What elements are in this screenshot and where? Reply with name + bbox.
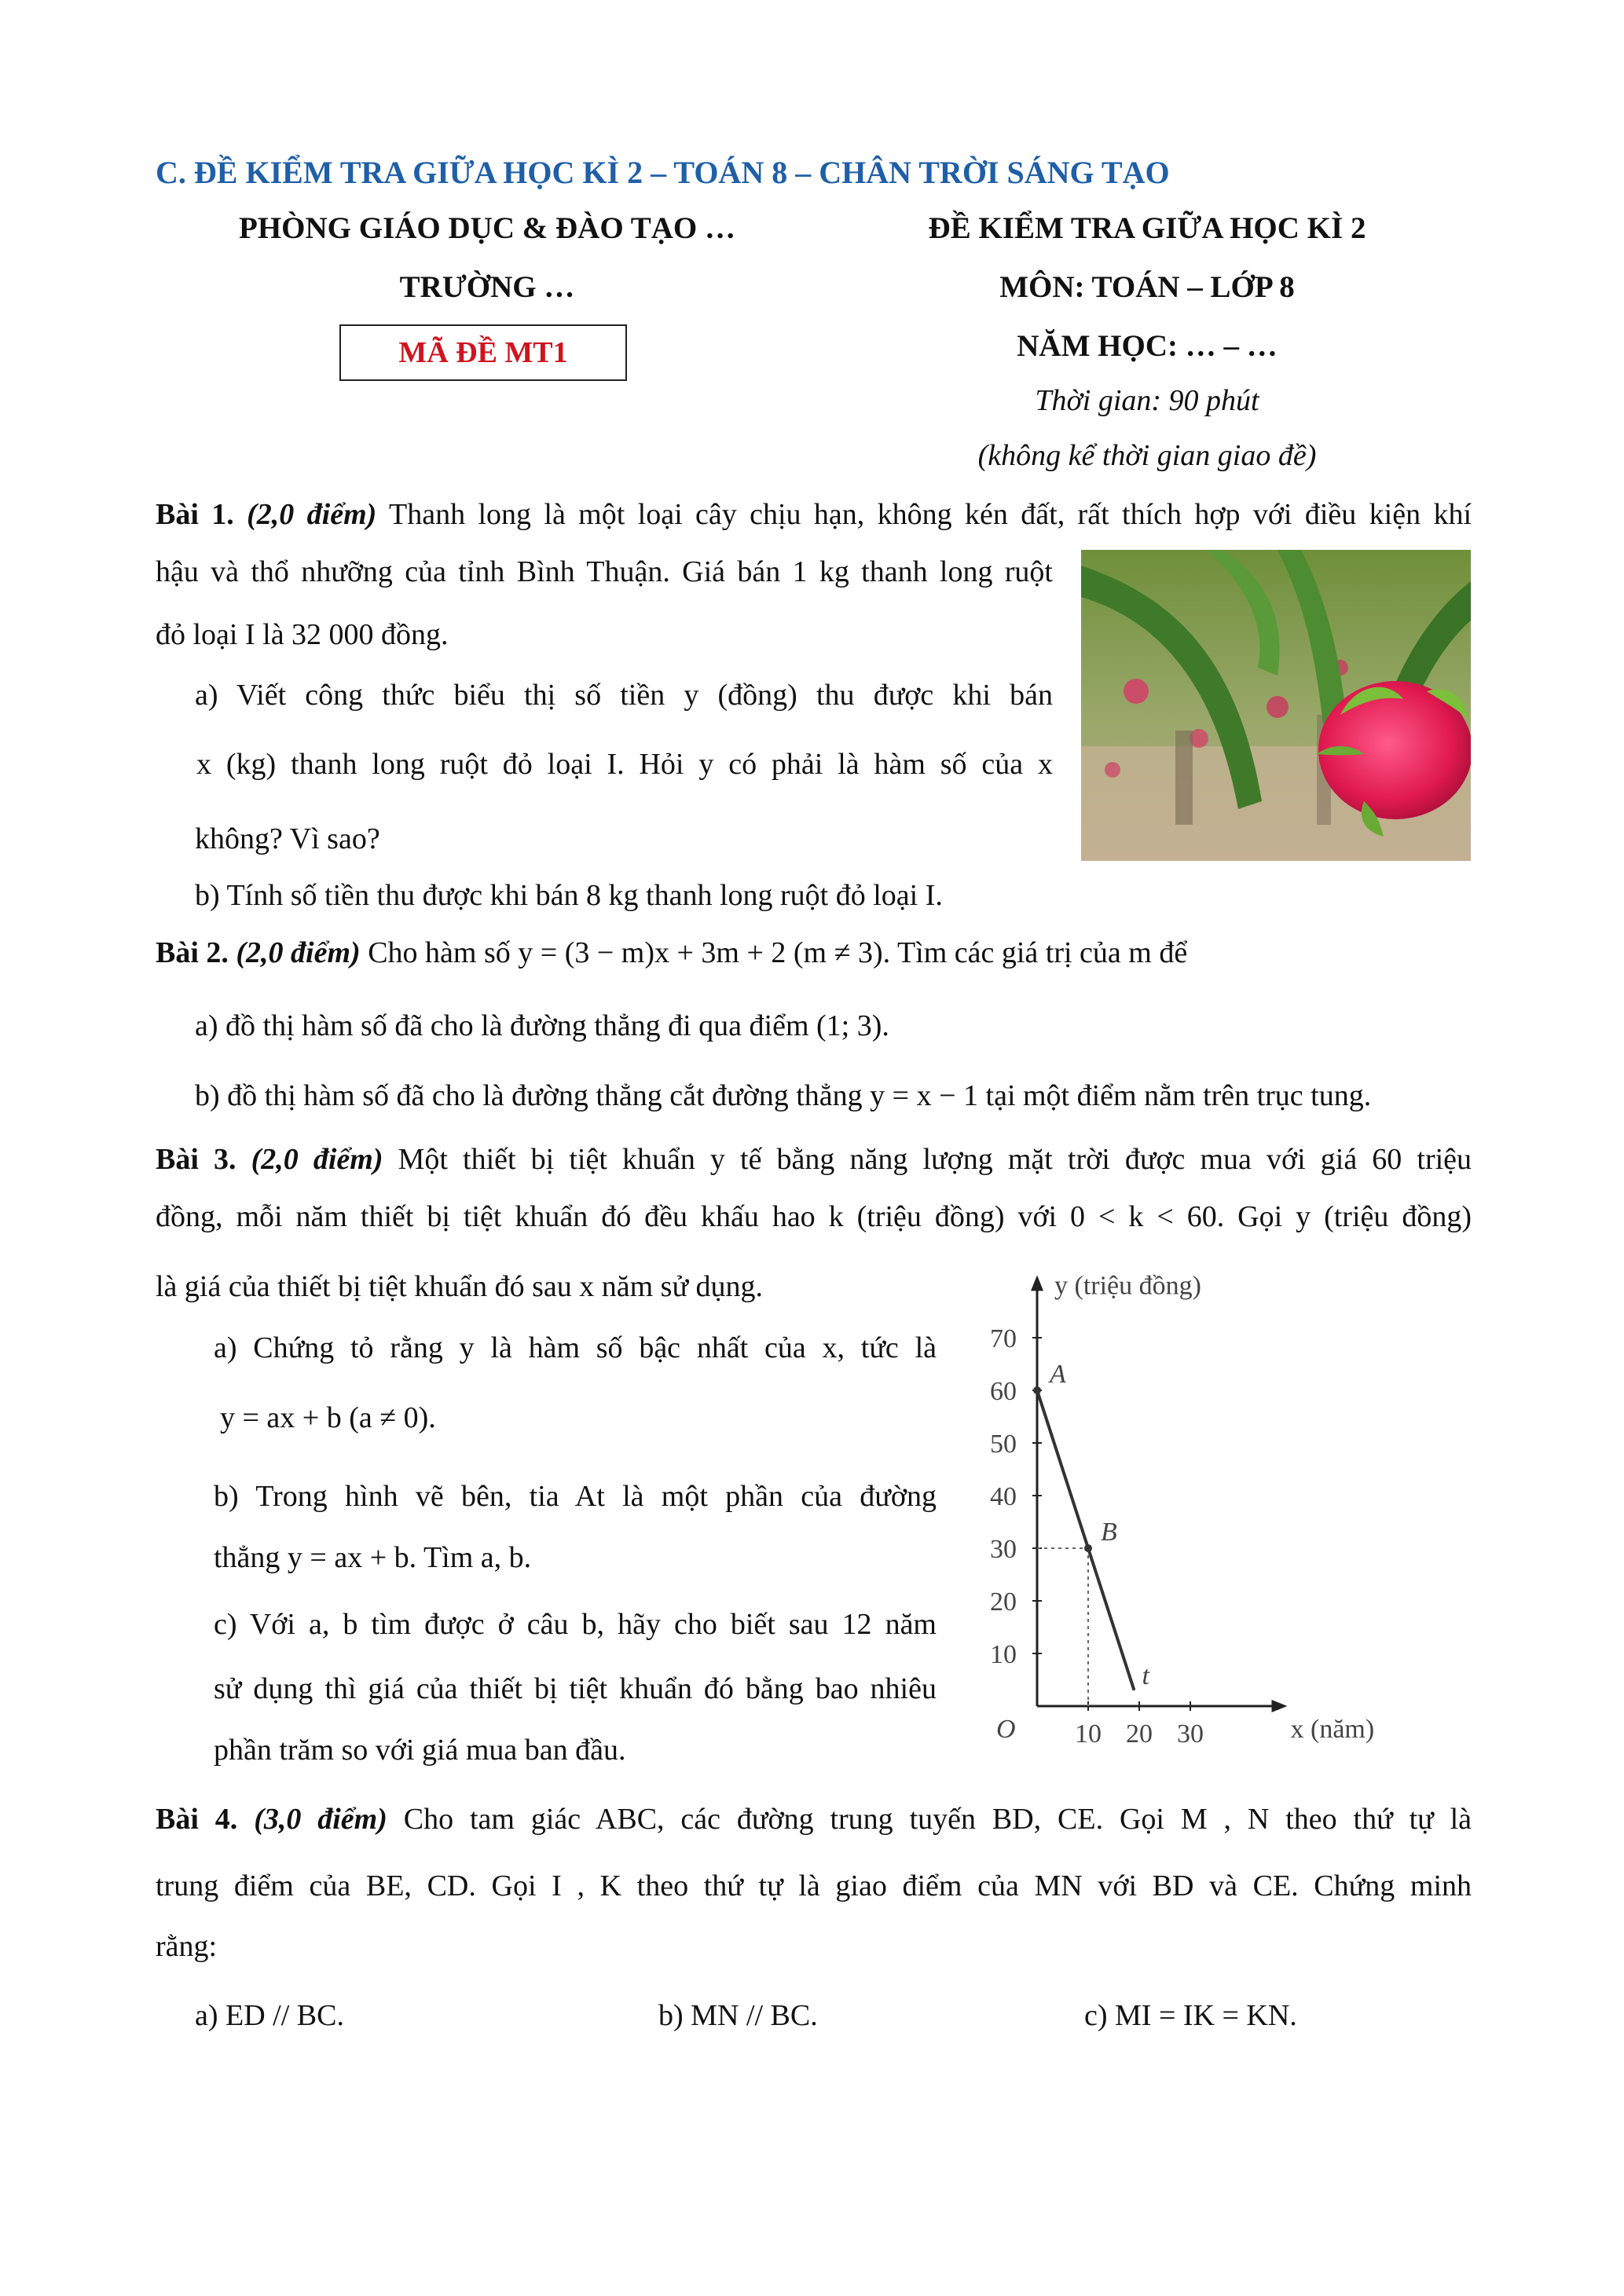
x-tick-label: 10 [1075,1719,1102,1749]
bai4-question-b: b) MN // BC. [658,1999,818,2032]
origin-label: O [996,1715,1016,1744]
bai1-intro-line1 [156,496,1472,534]
exam-code-box: MÃ ĐỀ MT1 [339,324,627,381]
x-tick-label: 30 [1177,1719,1204,1749]
bai2-question-a: a) đồ thị hàm số đã cho là đường thẳng đi qua điểm (1; 3). [195,1009,889,1042]
y-tick-label: 50 [990,1430,1017,1459]
bai4-intro-line1 [156,1801,1472,1839]
bai3-question-b-line2: thẳng y = ax + b. Tìm a, b. [214,1541,532,1574]
bai3-question-c-line1: c) Với a, b tìm được ở câu b, hãy cho biết sau 12 năm [214,1608,937,1641]
bai1-intro-line3: đỏ loại I là 32 000 đồng. [156,618,449,651]
point-label-t: t [1142,1661,1149,1690]
bai1-question-a-line2: x (kg) thanh long ruột đỏ loại I. Hỏi y có phải là hàm số của x [196,748,1053,781]
department-name: PHÒNG GIÁO DỤC & ĐÀO TẠO … [239,211,735,245]
bai4-text: Cho tam giác ABC, các đường trung tuyến BD, CE. Gọi M , N theo thứ tự là [403,1803,1472,1836]
y-axis-label: y (triệu đồng) [1054,1271,1201,1301]
bai3-label: Bài 3. [156,1143,236,1176]
bai1-question-b: b) Tính số tiền thu được khi bán 8 kg thanh long ruột đỏ loại I. [195,879,943,912]
point-A [1033,1386,1041,1394]
exam-time-note: (không kể thời gian giao đề) [977,439,1317,472]
depreciation-graph-svg [966,1257,1469,1767]
exam-time: Thời gian: 90 phút [1035,384,1259,417]
point-B [1084,1544,1092,1552]
y-axis-arrow [1031,1275,1043,1291]
bai2-label: Bài 2. [156,936,229,969]
ray-At [1037,1390,1135,1690]
point-label-A: A [1050,1360,1066,1389]
bai3-points: (2,0 điểm) [251,1143,383,1176]
school-year: NĂM HỌC: … – … [1017,329,1278,363]
point-label-B: B [1101,1518,1117,1547]
bai3-intro-line1 [156,1141,1472,1179]
section-title: C. ĐỀ KIỂM TRA GIỮA HỌC KÌ 2 – TOÁN 8 – CHÂN TRỜI SÁNG TẠO [156,155,1170,190]
school-name: TRƯỜNG … [399,270,575,304]
bai3-text: Một thiết bị tiệt khuẩn y tế bằng năng lượng mặt trời được mua với giá 60 triệu [398,1143,1472,1176]
bai1-question-a-line3: không? Vì sao? [195,822,380,855]
bai1-points: (2,0 điểm) [247,498,377,531]
bai2-text: Cho hàm số y = (3 − m)x + 3m + 2 (m ≠ 3). Tìm các giá trị của m để [368,936,1188,969]
dragon-fruit-photo [1081,550,1471,861]
bai1-intro-line2: hậu và thổ nhưỡng của tỉnh Bình Thuận. Giá bán 1 kg thanh long ruột [156,555,1053,588]
bai4-points: (3,0 điểm) [254,1803,387,1836]
bai3-intro-line3: là giá của thiết bị tiệt khuẩn đó sau x năm sử dụng. [156,1270,764,1303]
bai2-points: (2,0 điểm) [236,936,361,969]
bai2-question-b: b) đồ thị hàm số đã cho là đường thẳng cắt đường thẳng y = x − 1 tại một điểm nằm trên trục tung. [195,1079,1372,1112]
exam-subject: MÔN: TOÁN – LỚP 8 [999,270,1295,304]
bai3-question-a-line1: a) Chứng tỏ rằng y là hàm số bậc nhất của x, tức là [214,1331,937,1364]
dragon-fruit-illustration [1081,550,1471,861]
bai1-question-a-line1: a) Viết công thức biểu thị số tiền y (đồng) thu được khi bán [195,679,1053,712]
bai4-question-c: c) MI = IK = KN. [1084,1999,1297,2032]
y-tick-label: 60 [990,1377,1017,1406]
bai4-question-a: a) ED // BC. [195,1999,344,2032]
bai3-question-a-line2: y = ax + b (a ≠ 0). [220,1401,436,1434]
bai3-question-c-line2: sử dụng thì giá của thiết bị tiệt khuẩn đó bằng bao nhiêu [214,1672,937,1705]
y-tick-label: 70 [990,1324,1017,1353]
bai4-label: Bài 4. [156,1803,238,1836]
y-tick-label: 20 [990,1587,1017,1617]
bai3-intro-line2: đồng, mỗi năm thiết bị tiệt khuẩn đó đều khấu hao k (triệu đồng) với 0 < k < 60. Gọi y (triệu đồng) [156,1200,1472,1233]
x-axis-arrow [1272,1700,1288,1712]
exam-title: ĐỀ KIỂM TRA GIỮA HỌC KÌ 2 [928,211,1366,245]
bai4-intro-line2: trung điểm của BE, CD. Gọi I , K theo thứ tự là giao điểm của MN với BD và CE. Chứng minh [156,1869,1472,1902]
bai3-question-c-line3: phần trăm so với giá mua ban đầu. [214,1734,626,1767]
bai3-question-b-line1: b) Trong hình vẽ bên, tia At là một phần của đường [214,1480,937,1513]
depreciation-graph [966,1257,1469,1767]
y-tick-label: 40 [990,1482,1017,1511]
bai4-intro-line3: rằng: [156,1930,218,1963]
x-axis-label: x (năm) [1290,1715,1375,1744]
bai2-intro [156,935,1187,972]
bai1-text: Thanh long là một loại cây chịu hạn, không kén đất, rất thích hợp với điều kiện khí [389,498,1472,531]
y-tick-label: 10 [990,1640,1017,1669]
x-tick-label: 20 [1126,1719,1153,1749]
y-tick-label: 30 [990,1535,1017,1564]
bai1-label: Bài 1. [156,498,234,531]
